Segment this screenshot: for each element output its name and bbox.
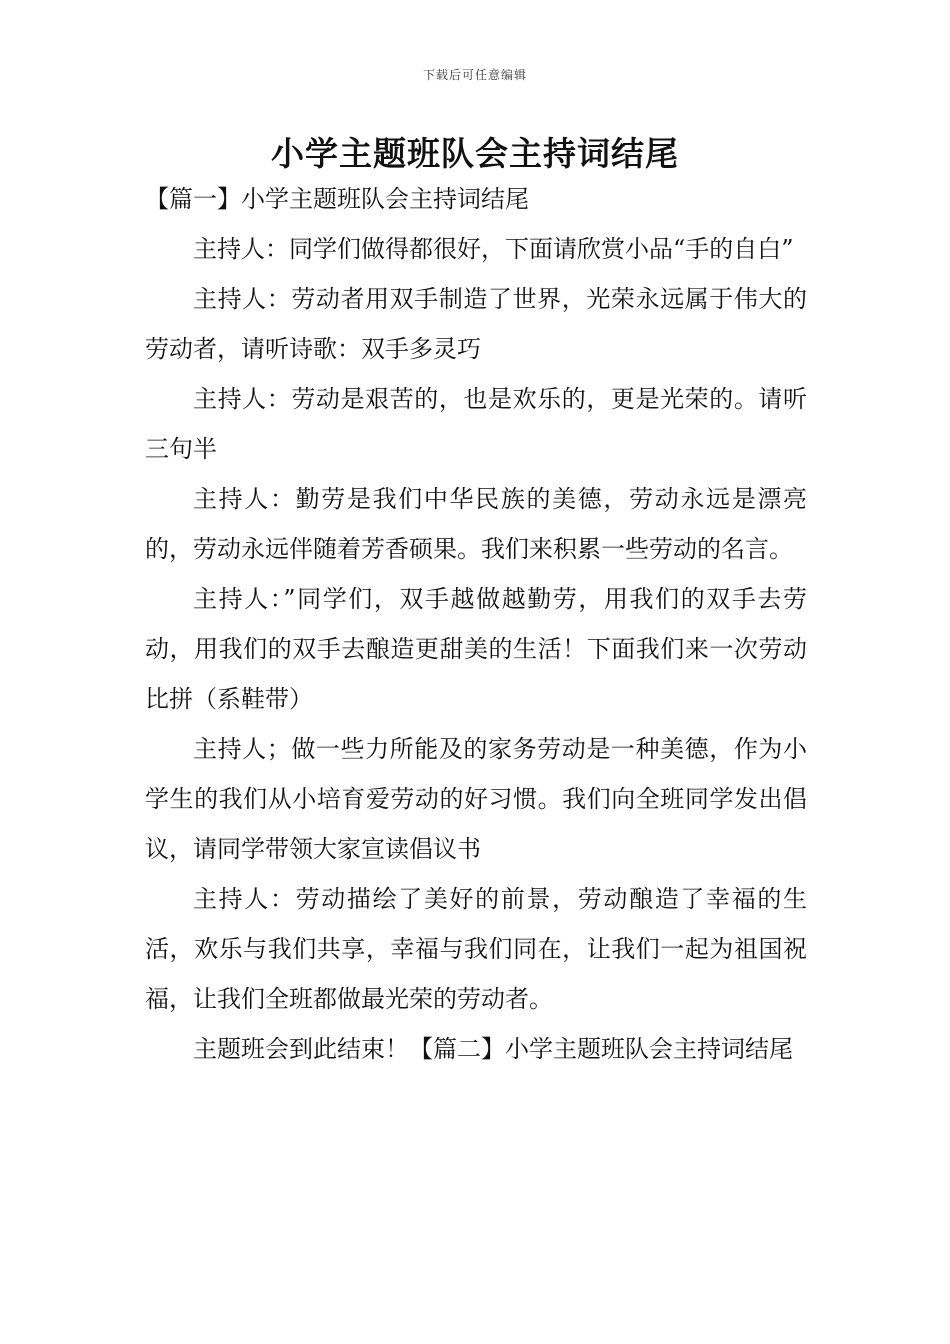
paragraph-4: 主持人：勤劳是我们中华民族的美德，劳动永远是漂亮的，劳动永远伴随着芳香硕果。我们来积累一些劳动的名言。 xyxy=(145,485,807,563)
paragraph-2: 主持人：劳动者用双手制造了世界，光荣永远属于伟大的劳动者，请听诗歌：双手多灵巧 xyxy=(145,285,807,363)
paragraph-3: 主持人：劳动是艰苦的，也是欢乐的，更是光荣的。请听三句半 xyxy=(145,385,807,463)
paragraph-8: 主题班会到此结束！【篇二】小学主题班队会主持词结尾 xyxy=(193,1035,793,1063)
document-title: 小学主题班队会主持词结尾 xyxy=(271,134,679,173)
page-header-note: 下载后可任意编辑 xyxy=(422,68,527,82)
section-heading: 【篇一】小学主题班队会主持词结尾 xyxy=(145,185,529,213)
paragraph-7: 主持人：劳动描绘了美好的前景，劳动酿造了幸福的生活，欢乐与我们共享，幸福与我们同在，让我们一起为祖国祝福，让我们全班都做最光荣的劳动者。 xyxy=(145,885,807,1013)
paragraph-6: 主持人；做一些力所能及的家务劳动是一种美德，作为小学生的我们从小培育爱劳动的好习惯。我们向全班同学发出倡议，请同学带领大家宣读倡议书 xyxy=(145,735,807,863)
paragraph-1: 主持人：同学们做得都很好，下面请欣赏小品“手的自白” xyxy=(193,235,794,263)
document-body xyxy=(145,180,807,1074)
paragraph-5: 主持人：”同学们，双手越做越勤劳，用我们的双手去劳动，用我们的双手去酿造更甜美的生活！下面我们来一次劳动比拼（系鞋带） xyxy=(145,585,807,713)
